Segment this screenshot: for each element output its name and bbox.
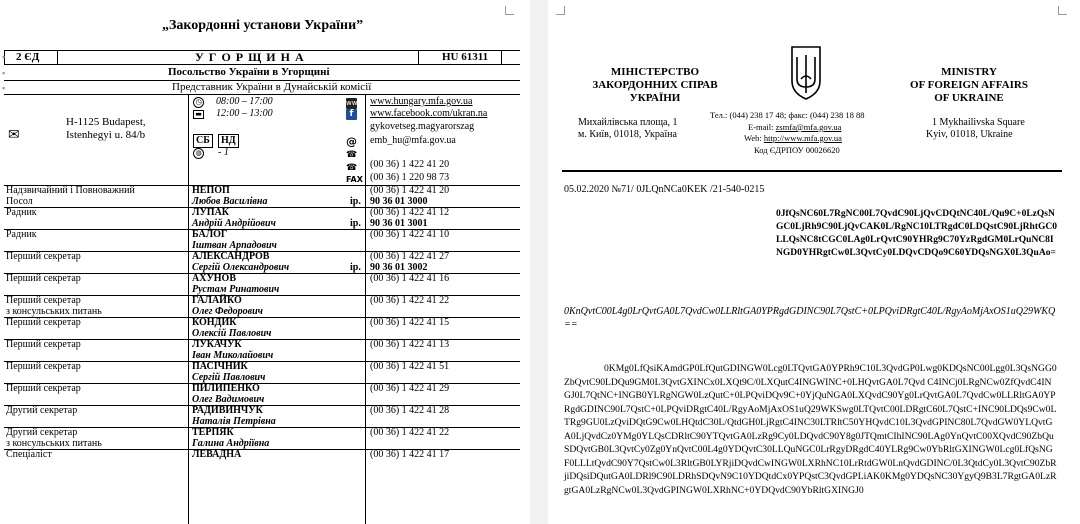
letter-body: 0KMg0LfQsiKAmdGP0LfQutGDINGW0Lcg0LTQvtGA0YPRh9C10L3QvdGP0Lwg0KDQsNC00Lgg0L3QsNGG0ZbQvtC90LDQu9GM0L3QvtGXINCx0LXQt9C/0LXQutC4INGWINC+0LHQvtGA0L7Qvd C4INCj0LRgNCw0ZfQvdC4INGJ0L7QtNC+INGB0YLRgNGW0LzQutC+0LPQviDQv9C+0YjQuNGA0LXQvdC90Yg0LrQvtGA0L7QvdCw0LLRltGA0YPRgdGDINC90L7QstC+0LPQviDRgtC40L/RgyAoMjAxOS1uQ29WKSwg0LTQvtC00LDRgtC60L7QstC+INC90LDQs9Cw0LTRg9GU0LzQviDQtG9Cw0LHQtdC30L/QtdGH0LjRgtC4INC30LTRltC50YHQvdC10L3QvdGPINC80L7QvdGW0YLQvtGA0LjQvdCz0YMg0YLQsCDRltC90YTQvtGA0LzRg9Cy0LDQvdC90Y8g0JTQmtCIhINC90LAg0YnQvtC00XQvdC90ZbQuSDQvtGB0L3QvtCy0Zg0YnQvtC00L4g0YDQvtC30LLQuNGC0LrRgyDRgdC40YLRg9Cw0YbRltGXINGW0Lcg0LfQsNGF0LLLtQvdC90Y7QstCw0L3RltGB0LYRjiDQvdCwINGW0LXRhNC10LrRtdGW0LnQvdGDINC/0L3QtdCy0L3QvtC90ZbRjiDQsiDQutGA0LDRl9C90LDRhSDQvN9C10YDQtdCx0YPQstC3QvdGPLiAK0KMg0YDQsNC30YgyQ9B3L7RgtGA0LzRgtGA0LzRgNCw0L3QvdGPINGW0LXRhNC+0YDQvdC90YbRltGXINGJ0 [564, 363, 1057, 496]
table-row [0, 449, 530, 471]
staff-surname: ПАСІЧНИК [192, 361, 248, 372]
telephone-fax: Тел.: (044) 238 17 48; факс: (044) 238 18 88 [710, 110, 865, 120]
staff-position: Спеціаліст [6, 449, 52, 460]
staff-given-name: Сергій Павлович [192, 372, 266, 383]
code-right: HU 61311 [442, 51, 489, 63]
staff-ip-number: 90 36 01 3002 [370, 262, 428, 273]
facebook-link[interactable]: www.facebook.com/ukran.na [370, 108, 488, 119]
ministry-ua-line1: МІНІСТЕРСТВО [610, 66, 700, 78]
facebook-link-cont: gykovetseg.magyarorszag [370, 121, 475, 132]
staff-phone: (00 36) 1 422 41 13 [370, 339, 450, 350]
staff-position: Перший секретар [6, 383, 81, 394]
staff-ip-label: ip. [350, 218, 361, 229]
country-name: У Г О Р Щ И Н А [195, 50, 305, 64]
table-row [0, 339, 530, 361]
staff-position: Перший секретар [6, 361, 81, 372]
left-document-page: „Закордонні установи України” 2 ЄД У Г О Р Щ И Н А HU 61311 Посольство України в Угорщині Представник України в Дунайській комісії ▪ ▪ ▪ ✉ H-1125 Budapest, Istenhegyi u. 84/b ◷ 08:00 – 17:00 ▬ 12:00 – 13:00 СБ НД ◍ - 1 www www.hungary.mfa.gov.ua f www.facebook.com/ukran.na gykovetseg.magyarorszag @ emb_hu@mfa.gov.ua ☎ (00 36) 1 422 41 20 ☎ FAX (00 36) 1 220 98 73 Надзвичайний і Повноважний Посол НЕПОП Любов Василівна (00 36) 1 422 41 20 ip. 90 36 01 3000 Радник ЛУПАК Андрій Андрійович (00 36) 1 422 41 12 ip. 90 36 01 3001 Радник БАЛОГ Іштван Арпадович (00 36) 1 422 41 10 Перший секретар АЛЕКСАНДРОВ Сергій Олександрович (00 36) 1 422 41 27 ip. 90 36 01 3002 Перший секретар АХУНОВ Рустам Ринатович (00 36) 1 422 41 16 Перший секретар з консульських питань ГАЛАЙКО Олег Федорович (00 36) 1 422 41 22 Перший секретар КОНДИК Олексій Павлович (00 36) 1 422 41 15 Перший секретар ЛУКАЧУК Іван Миколайович (00 36) 1 422 41 13 Перший секретар ПАСІЧНИК Сергій Павлович (00 36) 1 422 41 51 Перший секретар ПИЛИПЕНКО Олег Вадимович (00 36) 1 422 41 29 Другий секретар РАДИВИНЧУК Наталія Петрівна (00 36) 1 422 41 28 Другий секретар з консульських питань ТЕРПЯК Галина Андріївна (00 36) 1 422 41 22 Спеціаліст ЛЕВАДНА (00 36) 1 422 41 17 [0, 0, 530, 524]
table-row [0, 383, 530, 405]
envelope-icon: ✉ [8, 127, 20, 143]
page-gutter [530, 0, 548, 524]
staff-surname: ЛЕВАДНА [192, 449, 242, 460]
ministry-ua-line2: ЗАКОРДОННИХ СПРАВ [592, 79, 718, 91]
staff-surname: РАДИВИНЧУК [192, 405, 263, 416]
staff-position: Другий секретар [6, 405, 78, 416]
staff-phone: (00 36) 1 422 41 16 [370, 273, 450, 284]
gmt-offset: - 1 [218, 147, 229, 158]
staff-phone: (00 36) 1 422 41 22 [370, 295, 450, 306]
staff-given-name: Олег Федорович [192, 306, 263, 317]
staff-given-name: Олексій Павлович [192, 328, 272, 339]
staff-given-name: Наталія Петрівна [192, 416, 276, 427]
table-row [0, 207, 530, 229]
staff-surname: ТЕРПЯК [192, 427, 234, 438]
email-label: E-mail: [748, 122, 774, 132]
staff-surname: ГАЛАЙКО [192, 295, 242, 306]
staff-ip-number: 90 36 01 3000 [370, 196, 428, 207]
ministry-email[interactable]: zsmfa@mfa.gov.ua [775, 122, 842, 132]
staff-surname: ПИЛИПЕНКО [192, 383, 260, 394]
clock-icon: ◷ [193, 97, 204, 108]
document-title: „Закордонні установи України” [162, 18, 364, 33]
table-row [0, 273, 530, 295]
ministry-en-line1: MINISTRY [941, 66, 997, 78]
danube-commission: Представник України в Дунайській комісії [172, 81, 372, 93]
table-row [0, 427, 530, 449]
staff-surname: АХУНОВ [192, 273, 237, 284]
table-row [0, 317, 530, 339]
staff-phone: (00 36) 1 422 41 51 [370, 361, 450, 372]
staff-ip-label: ip. [350, 262, 361, 273]
ministry-ua-line3: УКРАЇНИ [629, 92, 681, 104]
staff-position: Перший секретар [6, 339, 81, 350]
fax-number: (00 36) 1 220 98 73 [370, 172, 450, 183]
email-address[interactable]: emb_hu@mfa.gov.ua [370, 135, 456, 146]
staff-position: Надзвичайний і Повноважний [6, 185, 135, 196]
staff-given-name: Андрій Андрійович [192, 218, 276, 229]
globe-icon: ◍ [193, 148, 204, 159]
staff-given-name: Іштван Арпадович [192, 240, 277, 251]
day-off-sat: СБ [193, 134, 213, 148]
staff-given-name: Галина Андріївна [192, 438, 270, 449]
staff-position: Перший секретар [6, 295, 81, 306]
table-row [0, 185, 530, 207]
lunch-hours: 12:00 – 13:00 [216, 108, 273, 119]
table-row [0, 405, 530, 427]
staff-given-name: Любов Василівна [192, 196, 268, 207]
staff-ip-label: ip. [350, 196, 361, 207]
staff-phone: (00 36) 1 422 41 15 [370, 317, 450, 328]
staff-surname: ЛУПАК [192, 207, 230, 218]
ministry-en-line3: OF UKRAINE [934, 92, 1004, 104]
staff-phone: (00 36) 1 422 41 29 [370, 383, 450, 394]
en-address-line1: 1 Mykhailivska Square [932, 117, 1025, 128]
staff-position: Перший секретар [6, 273, 81, 284]
website-link[interactable]: www.hungary.mfa.gov.ua [370, 96, 473, 107]
staff-position-cont: з консульських питань [6, 438, 102, 449]
staff-phone: (00 36) 1 422 41 28 [370, 405, 450, 416]
staff-given-name: Іван Миколайович [192, 350, 274, 361]
work-hours: 08:00 – 17:00 [216, 96, 273, 107]
table-row [0, 251, 530, 273]
date-reference: 05.02.2020 №71/ 0JLQnNCa0KEK /21-540-0215 [564, 184, 765, 195]
staff-surname: НЕПОП [192, 185, 230, 196]
facebook-icon: f [346, 109, 357, 120]
page-corner-mark [505, 6, 514, 15]
ua-address-line2: м. Київ, 01018, Україна [578, 129, 677, 140]
web-label: Web: [744, 133, 762, 143]
addressee-block: 0JfQsNC60L7RgNC00L7QvdC90LjQvCDQtNC40L/Qu9C+0LzQsNGC0LjRh9C90LjQvCAK0L/RgNC10LTRgdC0LDQstC90LjRhtGC0LLQsNC8tCGC0LAg0LrQvtC90YHRg9C70YzRgdGM0LrQuNC8INGD0YHRgtCw0L3QvtCy0LDQvCDQo9C60YDQsNGX0L3QuAo= [776, 209, 1057, 258]
staff-position: Радник [6, 207, 37, 218]
phone-icon-2: ☎ [346, 163, 358, 173]
staff-phone: (00 36) 1 422 41 27 [370, 251, 450, 262]
right-document-page [548, 0, 1080, 524]
ua-address-line1: Михайлівська площа, 1 [578, 117, 678, 128]
staff-position: Другий секретар [6, 427, 78, 438]
staff-surname: КОНДИК [192, 317, 237, 328]
code-left: 2 ЄД [16, 51, 40, 63]
page-corner-mark-right [1058, 6, 1067, 15]
en-address-line2: Kyiv, 01018, Ukraine [926, 129, 1013, 140]
staff-position: Перший секретар [6, 317, 81, 328]
phone-icon: ☎ [346, 150, 358, 160]
address-line2: Istenhegyi u. 84/b [66, 129, 146, 141]
fax-icon: FAX [346, 175, 363, 184]
lunch-icon: ▬ [193, 110, 204, 119]
embassy-name: Посольство України в Угорщині [168, 66, 330, 78]
subject-line: 0KnQvtC00L4g0LrQvtGA0L7QvdCw0LLRltGA0YPRgdGDINC90L7QstC+0LPQviDRgtC40L/RgyAoMjAxOS1uQ29WKQ== [564, 306, 1056, 330]
staff-given-name: Олег Вадимович [192, 394, 265, 405]
staff-position: Перший секретар [6, 251, 81, 262]
page-corner-mark-left [556, 6, 565, 15]
main-phone: (00 36) 1 422 41 20 [370, 159, 450, 170]
staff-given-name: Рустам Ринатович [192, 284, 280, 295]
email-icon: @ [346, 135, 357, 148]
staff-position-cont: з консульських питань [6, 306, 102, 317]
staff-phone: (00 36) 1 422 41 17 [370, 449, 450, 460]
staff-surname: ЛУКАЧУК [192, 339, 242, 350]
table-row [0, 361, 530, 383]
staff-ip-number: 90 36 01 3001 [370, 218, 428, 229]
table-row [0, 295, 530, 317]
staff-given-name: Сергій Олександрович [192, 262, 290, 273]
staff-position-cont: Посол [6, 196, 33, 207]
edrpou-code: Код ЄДРПОУ 00026620 [754, 145, 840, 155]
address-line1: H-1125 Budapest, [66, 116, 146, 128]
staff-phone: (00 36) 1 422 41 12 [370, 207, 450, 218]
web-icon: www [346, 99, 364, 107]
staff-position: Радник [6, 229, 37, 240]
staff-phone: (00 36) 1 422 41 10 [370, 229, 450, 240]
staff-phone: (00 36) 1 422 41 22 [370, 427, 450, 438]
day-off-sun: НД [218, 134, 239, 148]
table-row [0, 229, 530, 251]
ministry-en-line2: OF FOREIGN AFFAIRS [910, 79, 1028, 91]
ministry-website[interactable]: http://www.mfa.gov.ua [763, 133, 842, 143]
staff-surname: АЛЕКСАНДРОВ [192, 251, 270, 262]
staff-surname: БАЛОГ [192, 229, 228, 240]
trident-coat-of-arms-icon [789, 45, 823, 101]
staff-phone: (00 36) 1 422 41 20 [370, 185, 450, 196]
